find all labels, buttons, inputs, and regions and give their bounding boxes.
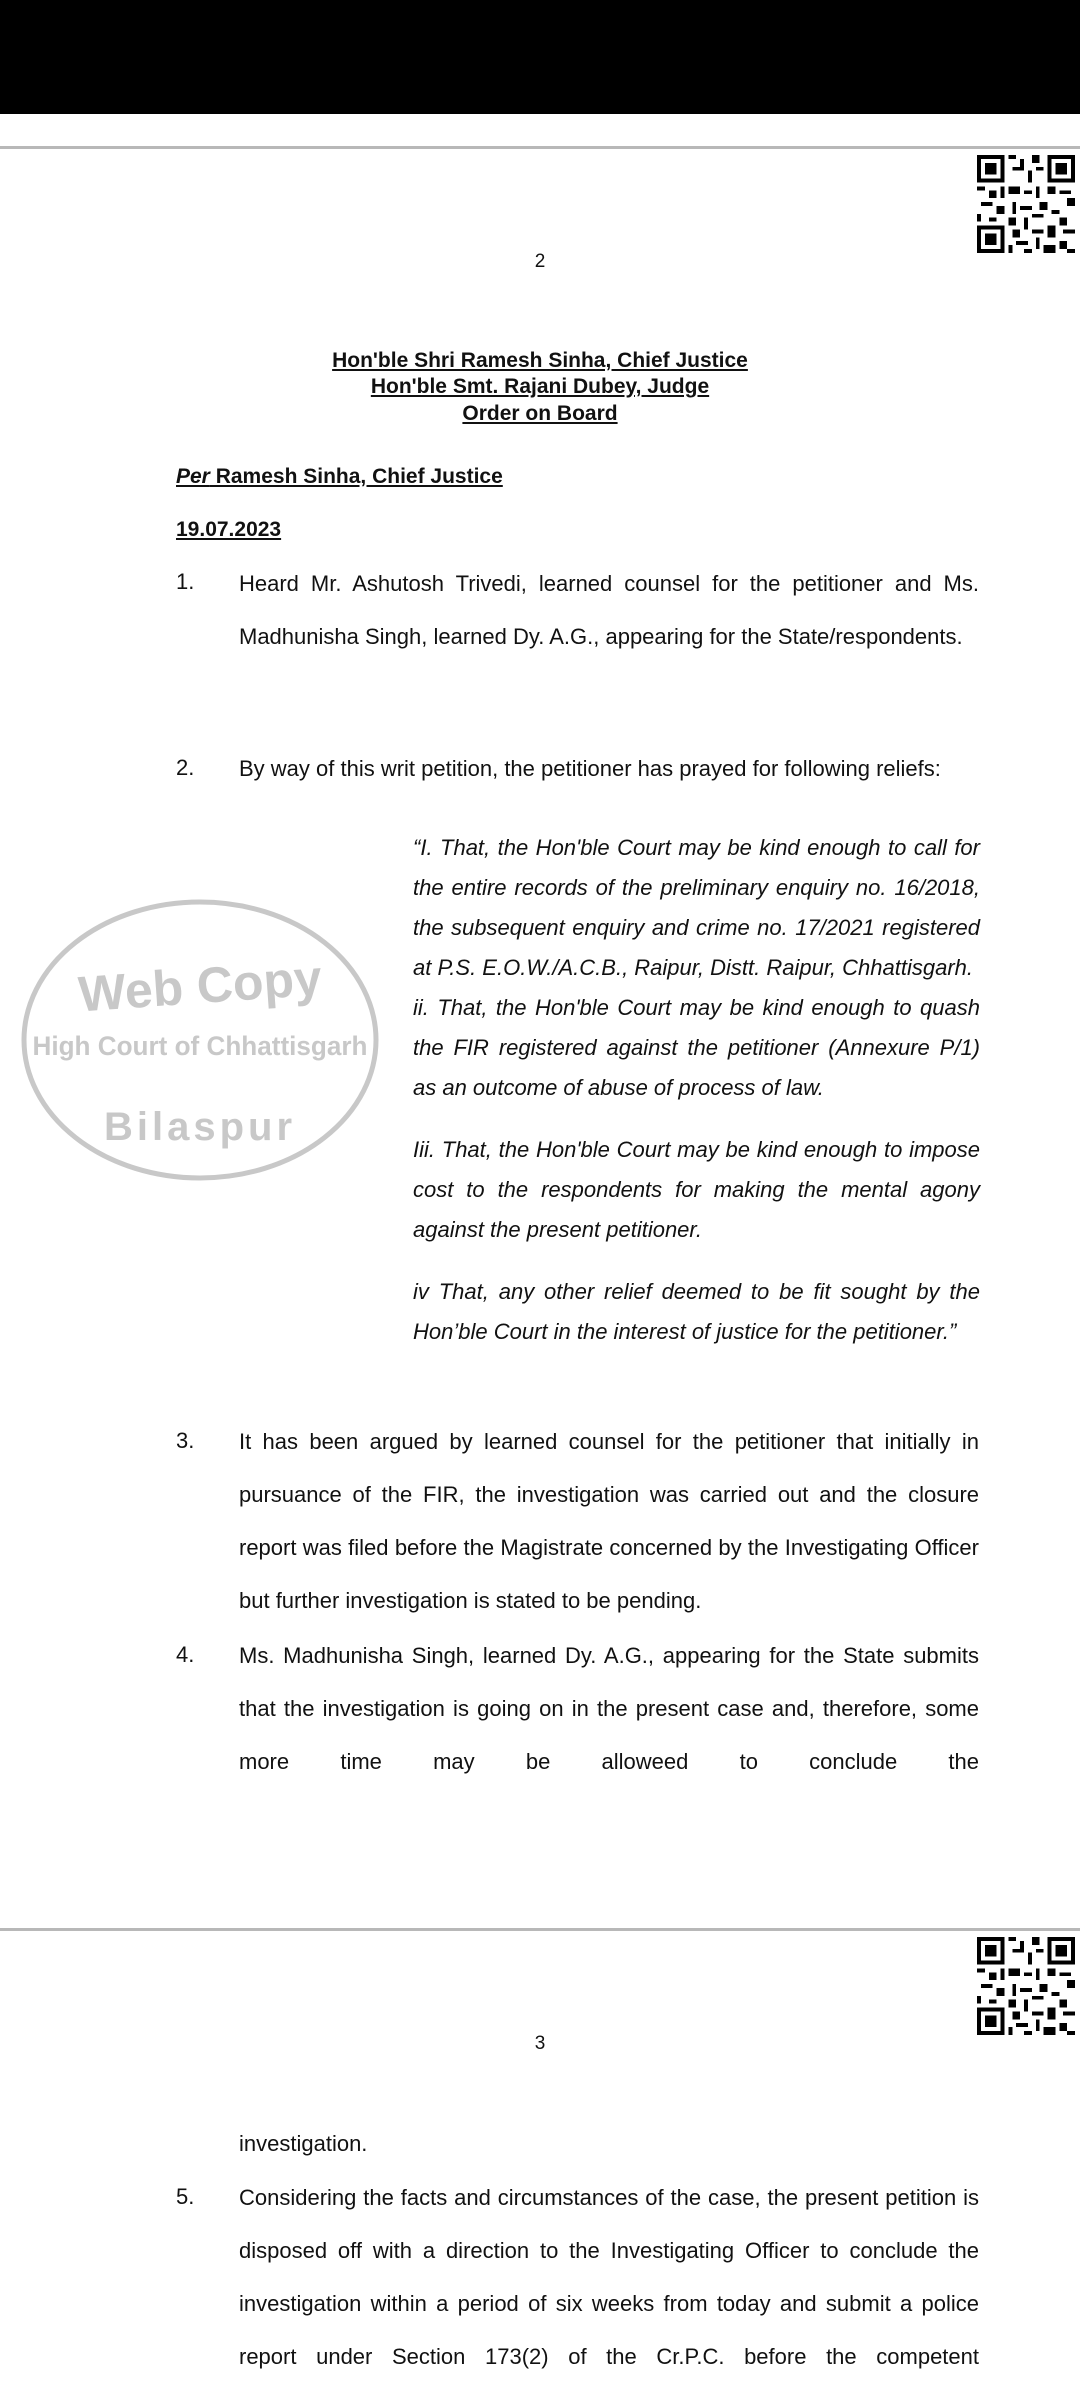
qr-code-icon [977, 1937, 1075, 2035]
bench-heading-chief-justice: Hon'ble Shri Ramesh Sinha, Chief Justice [332, 349, 748, 372]
web-copy-watermark [18, 895, 382, 1185]
para-1-number: 1. [176, 569, 195, 594]
watermark-bottom: Bilaspur [103, 1105, 297, 1149]
para-3-number: 3. [176, 1428, 195, 1453]
status-bar [0, 0, 1080, 114]
relief-2: ii. That, the Hon'ble Court may be kind enough to quash the FIR registered against the petitioner (Annexure P/1) as an outcome of abuse of process of law. [413, 995, 980, 1100]
page-number: 2 [534, 251, 546, 272]
relief-1: “I. That, the Hon'ble Court may be kind enough to call for the entire records of the preliminary enquiry no. 16/2018, the subsequent enquiry and crime no. 17/2021 registered at P.S. E.O.W./A.C.B., Raipur, Distt. Raipur, Chhattisgarh. [413, 835, 980, 980]
qr-code-icon [977, 155, 1075, 253]
page-number: 3 [534, 2033, 546, 2054]
para-4-continuation: investigation. [239, 2131, 368, 2156]
para-5-text: Considering the facts and circumstances of the case, the present petition is disposed off with a direction to the Investigating Officer to conclude the investigation within a period of six weeks from today and submit a police report under Section 173(2) of the Cr.P.C. before the competent [239, 2185, 979, 2369]
relief-4: iv That, any other relief deemed to be fit sought by the Hon’ble Court in the interest of justice for the petitioner.” [413, 1279, 980, 1344]
per-label: Per [176, 465, 210, 488]
page-top-separator [0, 146, 1080, 149]
per-author: Ramesh Sinha, Chief Justice [209, 465, 503, 488]
order-date: 19.07.2023 [176, 518, 282, 541]
relief-3: Iii. That, the Hon'ble Court may be kind enough to impose cost to the respondents for making the mental agony against the present petitioner. [413, 1137, 980, 1242]
para-1-text: Heard Mr. Ashutosh Trivedi, learned counsel for the petitioner and Ms. Madhunisha Singh, learned Dy. A.G., appearing for the State/respondents. [239, 571, 979, 649]
watermark-middle: High Court of Chhattisgarh [32, 1031, 368, 1061]
para-4-text: Ms. Madhunisha Singh, learned Dy. A.G., appearing for the State submits that the investigation is going on in the present case and, therefore, some more time may be alloweed to conclude the [239, 1643, 979, 1774]
para-4-number: 4. [176, 1642, 195, 1667]
bench-heading-judge: Hon'ble Smt. Rajani Dubey, Judge [370, 375, 710, 398]
reliefs-quote [413, 828, 980, 1352]
para-3-text: It has been argued by learned counsel for the petitioner that initially in pursuance of the FIR, the investigation was carried out and the closure report was filed before the Magistrate concerned by the Investigating Officer but further investigation is stated to be pending. [239, 1429, 979, 1613]
para-2-number: 2. [176, 755, 195, 780]
order-on-board-heading: Order on Board [462, 402, 618, 425]
per-author-line [176, 465, 503, 489]
para-2-text: By way of this writ petition, the petitioner has prayed for following reliefs: [239, 756, 941, 781]
para-5-number: 5. [176, 2184, 195, 2209]
watermark-top: Web Copy [76, 949, 324, 1023]
page-break-separator [0, 1928, 1080, 1931]
